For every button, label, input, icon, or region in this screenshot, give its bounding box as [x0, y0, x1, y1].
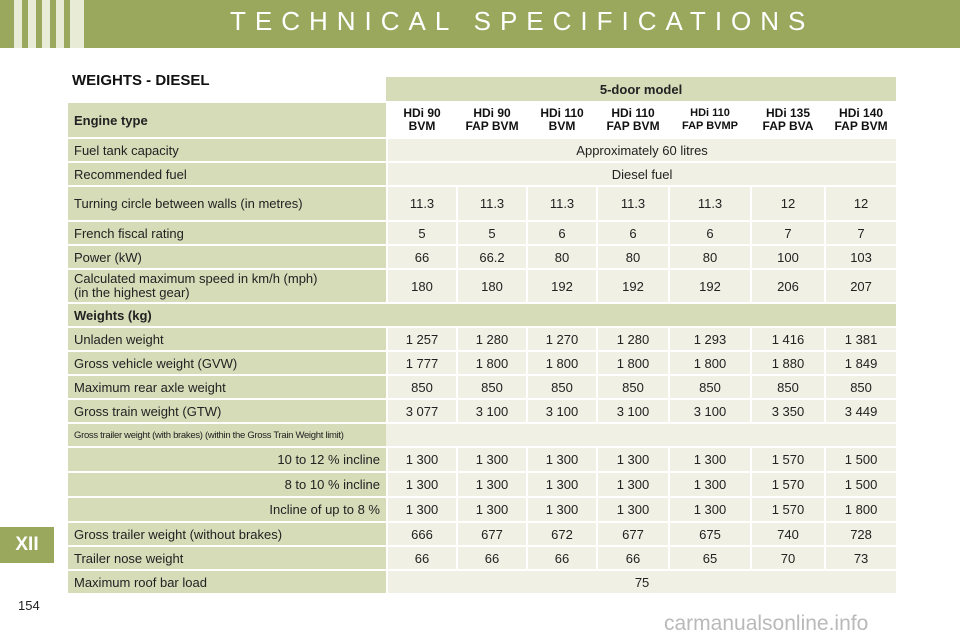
cell-value: 1 381	[824, 328, 896, 350]
cell-value: 66	[456, 547, 526, 569]
gvw-row	[68, 352, 896, 374]
cell-value: 1 800	[526, 352, 596, 374]
engine-name: HDi 110	[540, 106, 584, 120]
cell-value: 675	[668, 523, 750, 545]
cell-value: 66	[386, 246, 456, 268]
row-value: 75	[386, 571, 896, 593]
cell-value: 3 077	[386, 400, 456, 422]
row-label	[68, 270, 386, 302]
stripe-decoration	[70, 0, 84, 48]
row-label-line: (in the highest gear)	[74, 285, 190, 300]
cell-value: 1 570	[750, 473, 824, 496]
roof-load-row	[68, 571, 896, 593]
cell-value: 3 100	[668, 400, 750, 422]
cell-value: 192	[596, 270, 668, 302]
cell-value: 1 300	[386, 448, 456, 471]
cell-value: 1 300	[386, 498, 456, 521]
row-label: Maximum rear axle weight	[68, 376, 386, 398]
specifications-table	[68, 75, 896, 595]
cell-value: 1 570	[750, 448, 824, 471]
row-value: Approximately 60 litres	[386, 139, 896, 161]
cell-value: 1 300	[596, 473, 668, 496]
power-row	[68, 246, 896, 268]
cell-value: 1 300	[456, 473, 526, 496]
cell-value: 1 800	[824, 498, 896, 521]
cell-value: 1 570	[750, 498, 824, 521]
cell-value: 850	[526, 376, 596, 398]
engine-gearbox: BVM	[408, 119, 436, 133]
cell-value: 1 849	[824, 352, 896, 374]
cell-value: 103	[824, 246, 896, 268]
cell-value: 73	[824, 547, 896, 569]
gtw-row	[68, 400, 896, 422]
header-bar	[0, 0, 960, 48]
cell-value: 12	[824, 187, 896, 220]
engine-name: HDi 90	[403, 106, 441, 120]
cell-value: 666	[386, 523, 456, 545]
engine-name: HDi 110	[611, 106, 655, 120]
cell-value: 850	[750, 376, 824, 398]
trailer-nose-row	[68, 547, 896, 569]
weights-heading-row	[68, 304, 896, 326]
cell-value: 12	[750, 187, 824, 220]
cell-value: 1 300	[386, 473, 456, 496]
cell-value: 11.3	[668, 187, 750, 220]
page-number: 154	[18, 598, 40, 613]
cell-value: 1 800	[456, 352, 526, 374]
engine-type-row	[68, 103, 896, 137]
section-title: WEIGHTS - DIESEL	[72, 72, 210, 89]
cell-value: 66	[596, 547, 668, 569]
row-label: Fuel tank capacity	[68, 139, 386, 161]
cell-value: 7	[750, 222, 824, 244]
trailer-unbraked-row	[68, 523, 896, 545]
cell-value: 11.3	[526, 187, 596, 220]
cell-value: 3 350	[750, 400, 824, 422]
engine-gearbox: BVM	[548, 119, 576, 133]
cell-value: 11.3	[386, 187, 456, 220]
cell-value: 66	[386, 547, 456, 569]
cell-value: 7	[824, 222, 896, 244]
weights-heading: Weights (kg)	[68, 304, 896, 326]
engine-name: HDi 140	[839, 106, 884, 120]
model-header-row	[68, 77, 896, 101]
blank-cell	[386, 424, 896, 446]
stripe-decoration	[42, 0, 50, 48]
cell-value: 1 300	[596, 448, 668, 471]
cell-value: 1 880	[750, 352, 824, 374]
max-speed-row	[68, 270, 896, 302]
cell-value: 192	[668, 270, 750, 302]
cell-value: 1 300	[526, 498, 596, 521]
stripe-decoration	[56, 0, 64, 48]
cell-value: 1 300	[596, 498, 668, 521]
cell-value: 1 300	[668, 473, 750, 496]
cell-value: 850	[596, 376, 668, 398]
cell-value: 1 800	[596, 352, 668, 374]
fiscal-rating-row	[68, 222, 896, 244]
cell-value: 66.2	[456, 246, 526, 268]
cell-value: 80	[596, 246, 668, 268]
model-header: 5-door model	[386, 77, 896, 101]
cell-value: 3 100	[596, 400, 668, 422]
row-label: Turning circle between walls (in metres)	[68, 187, 386, 220]
row-label: Incline of up to 8 %	[68, 498, 386, 521]
row-label: Trailer nose weight	[68, 547, 386, 569]
incline-8-10-row	[68, 473, 896, 496]
row-label: Maximum roof bar load	[68, 571, 386, 593]
cell-value: 1 280	[596, 328, 668, 350]
cell-value: 6	[668, 222, 750, 244]
cell-value: 1 270	[526, 328, 596, 350]
incline-10-12-row	[68, 448, 896, 471]
engine-name: HDi 135	[765, 106, 811, 120]
header-stripes	[14, 0, 84, 48]
cell-value: 3 100	[526, 400, 596, 422]
stripe-decoration	[28, 0, 36, 48]
cell-value: 11.3	[596, 187, 668, 220]
cell-value: 1 500	[824, 448, 896, 471]
cell-value: 5	[386, 222, 456, 244]
row-label: Recommended fuel	[68, 163, 386, 185]
cell-value: 1 257	[386, 328, 456, 350]
cell-value: 3 100	[456, 400, 526, 422]
cell-value: 850	[668, 376, 750, 398]
cell-value: 100	[750, 246, 824, 268]
cell-value: 1 777	[386, 352, 456, 374]
cell-value: 11.3	[456, 187, 526, 220]
cell-value: 80	[526, 246, 596, 268]
engine-gearbox: FAP BVA	[762, 119, 814, 133]
engine-gearbox: FAP BVM	[465, 119, 519, 133]
cell-value: 1 300	[668, 498, 750, 521]
cell-value: 180	[456, 270, 526, 302]
row-label: Power (kW)	[68, 246, 386, 268]
row-label: Engine type	[68, 103, 386, 137]
cell-value: 1 293	[668, 328, 750, 350]
cell-value: 6	[596, 222, 668, 244]
row-label: French fiscal rating	[68, 222, 386, 244]
engine-name: HDi 90	[473, 106, 511, 120]
cell-value: 850	[386, 376, 456, 398]
cell-value: 3 449	[824, 400, 896, 422]
row-label-line: Calculated maximum speed in km/h (mph)	[74, 271, 318, 286]
recommended-fuel-row	[68, 163, 896, 185]
cell-value: 80	[668, 246, 750, 268]
row-label: Gross trailer weight (without brakes)	[68, 523, 386, 545]
turning-circle-row	[68, 187, 896, 220]
engine-gearbox: FAP BVM	[834, 119, 888, 133]
cell-value: 1 300	[668, 448, 750, 471]
rear-axle-row	[68, 376, 896, 398]
cell-value: 677	[456, 523, 526, 545]
cell-value: 672	[526, 523, 596, 545]
row-label: 8 to 10 % incline	[68, 473, 386, 496]
page-title: TECHNICAL SPECIFICATIONS	[230, 6, 815, 36]
chapter-tab: XII	[0, 527, 54, 563]
incline-8-row	[68, 498, 896, 521]
cell-value: 66	[526, 547, 596, 569]
row-label: Gross train weight (GTW)	[68, 400, 386, 422]
cell-value: 728	[824, 523, 896, 545]
row-label: Unladen weight	[68, 328, 386, 350]
engine-gearbox: FAP BVM	[606, 119, 660, 133]
cell-value: 1 416	[750, 328, 824, 350]
cell-value: 677	[596, 523, 668, 545]
cell-value: 850	[456, 376, 526, 398]
unladen-weight-row	[68, 328, 896, 350]
cell-value: 70	[750, 547, 824, 569]
trailer-braked-heading-row	[68, 424, 896, 446]
cell-value: 1 500	[824, 473, 896, 496]
cell-value: 1 300	[526, 473, 596, 496]
cell-value: 6	[526, 222, 596, 244]
cell-value: 850	[824, 376, 896, 398]
cell-value: 5	[456, 222, 526, 244]
cell-value: 740	[750, 523, 824, 545]
fuel-tank-row	[68, 139, 896, 161]
stripe-decoration	[14, 0, 22, 48]
cell-value: 206	[750, 270, 824, 302]
cell-value: 1 300	[456, 498, 526, 521]
cell-value: 180	[386, 270, 456, 302]
cell-value: 65	[668, 547, 750, 569]
cell-value: 207	[824, 270, 896, 302]
row-value: Diesel fuel	[386, 163, 896, 185]
watermark: carmanualsonline.info	[664, 612, 869, 635]
row-label: 10 to 12 % incline	[68, 448, 386, 471]
cell-value: 1 300	[456, 448, 526, 471]
trailer-braked-heading: Gross trailer weight (with brakes) (within the Gross Train Weight limit)	[68, 424, 386, 446]
cell-value: 1 280	[456, 328, 526, 350]
engine-name: HDi 110	[690, 107, 730, 119]
cell-value: 1 300	[526, 448, 596, 471]
cell-value: 1 800	[668, 352, 750, 374]
cell-value: 192	[526, 270, 596, 302]
row-label: Gross vehicle weight (GVW)	[68, 352, 386, 374]
engine-gearbox: FAP BVMP	[681, 120, 739, 132]
